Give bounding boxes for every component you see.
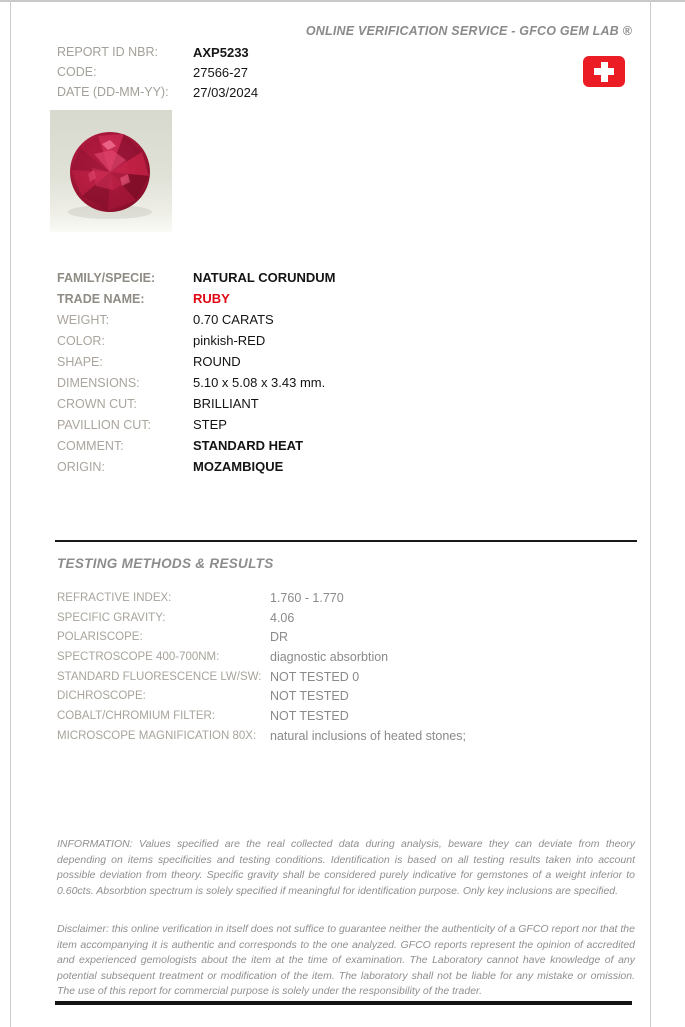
section-divider-line [55, 540, 637, 542]
gemstone-photo [50, 110, 172, 232]
test-row-spectroscope [57, 647, 466, 667]
testing-results [57, 588, 466, 746]
swiss-flag-icon [583, 56, 625, 87]
prop-row-crown-cut [57, 393, 336, 414]
specific-gravity-value: 4.06 [270, 610, 295, 625]
origin-label: ORIGIN: [57, 459, 105, 474]
test-row-polariscope [57, 627, 466, 647]
code-label: CODE: [57, 65, 97, 79]
prop-row-shape [57, 351, 336, 372]
meta-row-code [57, 62, 258, 82]
cobalt-filter-value: NOT TESTED [270, 708, 349, 723]
fluorescence-value: NOT TESTED 0 [270, 669, 360, 684]
comment-value: STANDARD HEAT [193, 438, 304, 453]
test-row-dichroscope [57, 686, 466, 706]
code-value: 27566-27 [193, 64, 248, 80]
test-row-cobalt-filter [57, 706, 466, 726]
pavillion-cut-label: PAVILLION CUT: [57, 417, 152, 432]
spectroscope-label: SPECTROSCOPE 400-700NM: [57, 650, 220, 663]
family-label: FAMILY/SPECIE: [57, 270, 156, 285]
pavillion-cut-value: STEP [193, 417, 227, 432]
bottom-rule-line [55, 1001, 632, 1005]
specific-gravity-label: SPECIFIC GRAVITY: [57, 611, 166, 624]
color-label: COLOR: [57, 333, 105, 348]
page-border-top [0, 0, 685, 2]
prop-row-weight [57, 309, 336, 330]
meta-row-date [57, 82, 258, 102]
shape-value: ROUND [193, 354, 241, 369]
meta-row-report-id [57, 42, 258, 62]
test-row-refractive-index [57, 588, 466, 608]
date-label: DATE (DD-MM-YY): [57, 85, 169, 99]
polariscope-value: DR [270, 630, 289, 645]
page-border-right [650, 0, 651, 1027]
prop-row-comment [57, 435, 336, 456]
test-row-specific-gravity [57, 608, 466, 628]
prop-row-family [57, 267, 336, 288]
test-row-fluorescence [57, 667, 466, 687]
information-paragraph: INFORMATION: Values specified are the real collected data during analysis, beware they can deviate from theory depending on items specificities and testing conditions. Identification is based on all testing results taken into account possible deviation from theory. Specific gravity shall be considered purely indicative for gemstones of a weight inferior to 0.60cts. Absorbtion spectrum is solely specified if meaningful for identification purpose. Only key inclusions are specified. [57, 838, 635, 897]
comment-label: COMMENT: [57, 438, 124, 453]
disclaimer-paragraph: Disclaimer: this online verification in itself does not suffice to guarantee neither the authenticity of a GFCO report nor that the item accompanying it is authentic and corresponds to the one analyzed. GFCO reports represent the opinion of accredited and experienced gemologists about the item at the time of examination. The Laboratory cannot have knowledge of any potential subsequent treatment or modification of the item. The laboratory shall not be liable for any mistake or omission. The use of this report for commercial purpose is solely under the responsibility of the trader. [57, 923, 635, 998]
testing-section-title: TESTING METHODS & RESULTS [57, 556, 274, 571]
date-value: 27/03/2024 [193, 84, 259, 100]
report-id-value: AXP5233 [193, 44, 249, 60]
crown-cut-label: CROWN CUT: [57, 396, 137, 411]
microscope-value: natural inclusions of heated stones; [270, 728, 466, 743]
cobalt-filter-label: COBALT/CHROMIUM FILTER: [57, 709, 216, 722]
refractive-index-label: REFRACTIVE INDEX: [57, 591, 172, 604]
refractive-index-value: 1.760 - 1.770 [270, 590, 344, 605]
polariscope-label: POLARISCOPE: [57, 631, 143, 644]
fluorescence-label: STANDARD FLUORESCENCE LW/SW: [57, 670, 262, 683]
service-title: ONLINE VERIFICATION SERVICE - GFCO GEM LAB ® [305, 24, 632, 38]
dichroscope-value: NOT TESTED [270, 689, 349, 704]
ruby-gem-illustration [50, 110, 172, 232]
color-value: pinkish-RED [193, 333, 266, 348]
dichroscope-label: DICHROSCOPE: [57, 690, 146, 703]
trade-name-value: RUBY [193, 291, 230, 306]
weight-label: WEIGHT: [57, 312, 110, 327]
shape-label: SHAPE: [57, 354, 103, 369]
prop-row-color [57, 330, 336, 351]
page-border-left [10, 0, 11, 1027]
dimensions-value: 5.10 x 5.08 x 3.43 mm. [193, 375, 326, 390]
prop-row-dimensions [57, 372, 336, 393]
prop-row-pavillion-cut [57, 414, 336, 435]
prop-row-origin [57, 456, 336, 477]
swiss-cross-horizontal [594, 68, 614, 75]
report-id-label: REPORT ID NBR: [57, 45, 158, 59]
report-meta [57, 42, 258, 102]
gem-properties [57, 267, 336, 477]
prop-row-trade-name [57, 288, 336, 309]
spectroscope-value: diagnostic absorbtion [270, 649, 389, 664]
test-row-microscope [57, 726, 466, 746]
crown-cut-value: BRILLIANT [193, 396, 259, 411]
dimensions-label: DIMENSIONS: [57, 375, 140, 390]
trade-name-label: TRADE NAME: [57, 291, 145, 306]
weight-value: 0.70 CARATS [193, 312, 274, 327]
origin-value: MOZAMBIQUE [193, 459, 284, 474]
family-value: NATURAL CORUNDUM [193, 270, 336, 285]
microscope-label: MICROSCOPE MAGNIFICATION 80X: [57, 729, 257, 742]
